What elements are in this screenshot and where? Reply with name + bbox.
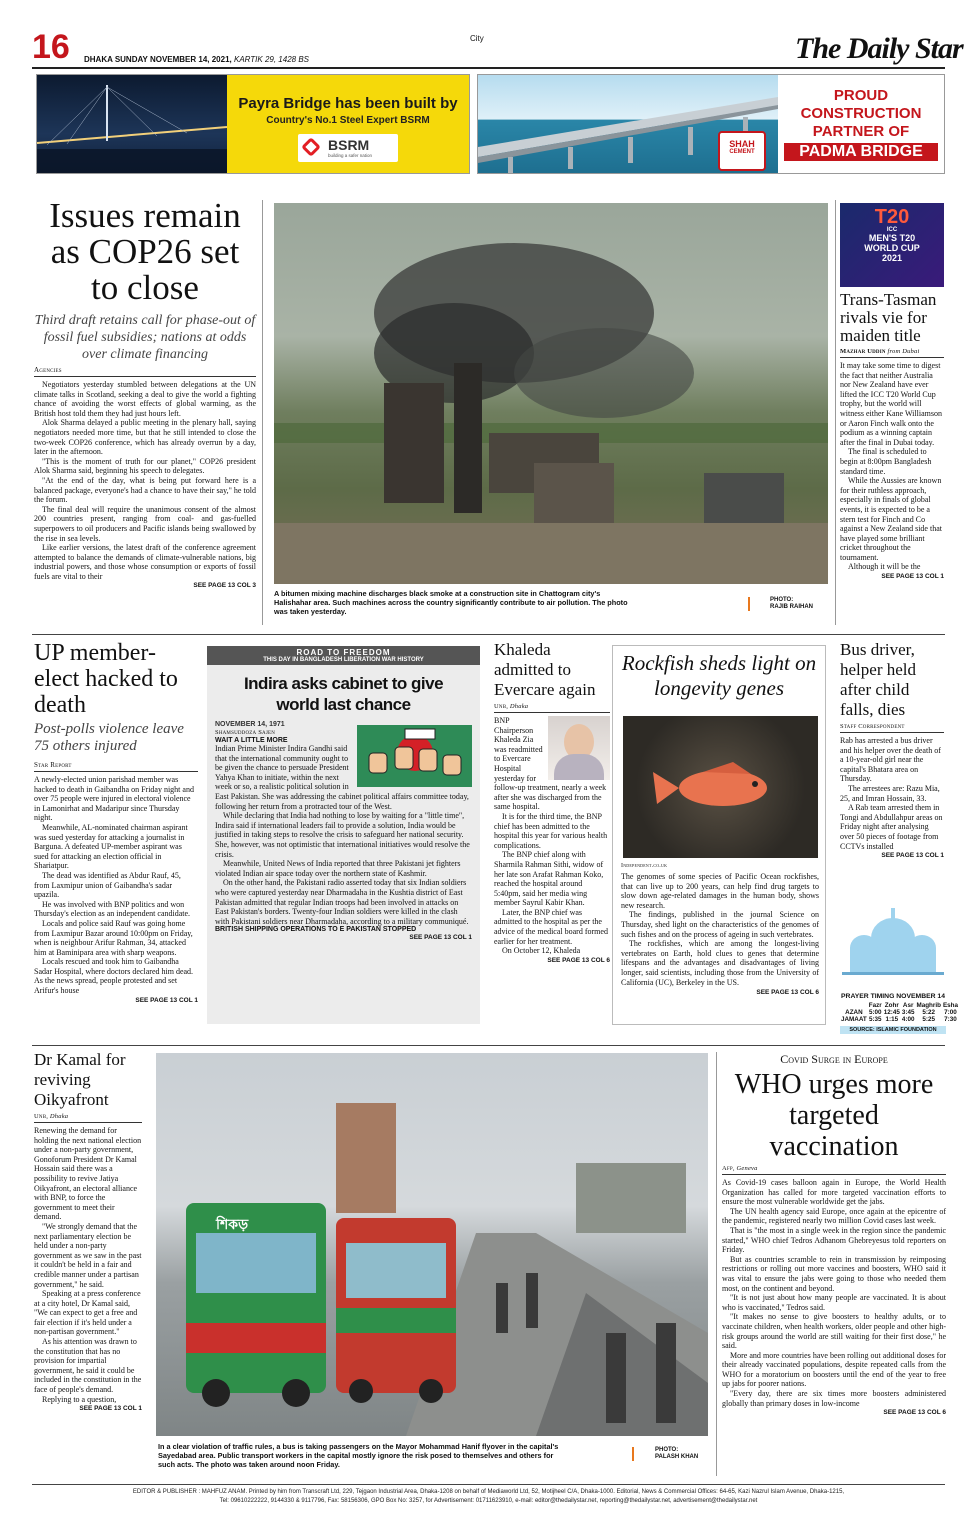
up-member-headline: UP member-elect hacked to death — [34, 640, 178, 718]
who-byline — [722, 1165, 946, 1175]
bus-driver-body — [840, 736, 944, 851]
road-freedom-illustration — [357, 725, 472, 787]
ad-shah-badge — [718, 131, 766, 171]
t20-body — [840, 361, 944, 572]
up-member-body — [34, 775, 198, 996]
dr-kamal-article — [34, 1050, 142, 1478]
rockfish-fish-icon — [623, 716, 818, 858]
prayer-r0c3: 3:45 — [901, 1009, 915, 1016]
bus-driver-p1: Rab has arrested a bus driver and his helper over the death of a 10-year-old girl near the capital's Bhatara area on Thursday. — [840, 736, 941, 784]
who-byline-agency: Afp, — [722, 1165, 735, 1172]
dr-kamal-p5: Replying to a question, — [42, 1394, 117, 1404]
khaleda-shawl — [554, 754, 604, 780]
t20-p3: While the Aussies are known for their ruthless approach, especially in finals of global events, it is expected to be a stern test for Finch and Co against a New Zealand side that have played some brilliant cricket throughout the tournament. — [840, 476, 942, 562]
prayer-source: SOURCE: ISLAMIC FOUNDATION — [840, 1026, 946, 1034]
dr-kamal-byline — [34, 1113, 142, 1123]
khaleda-headline: Khaleda admitted to Evercare again — [494, 640, 596, 699]
ad-bsrm-subline: Country's No.1 Steel Expert BSRM — [266, 115, 430, 126]
ad-shah-text — [778, 87, 944, 161]
who-p8: "Every day, there are six times more boosters administered globally than primary doses in low-income — [722, 1389, 946, 1408]
who-p4: But as countries scramble to rein in transmission by reimposing restrictions or rolling out more vaccines and boosters, WHO said it was vital to ensure the jabs were going to those who needed them most, on the continent and beyond. — [722, 1254, 946, 1293]
bus-driver-article — [840, 640, 944, 895]
prayer-r0c2: 12:45 — [883, 1009, 900, 1016]
who-p6: "It makes no sense to give boosters to healthy adults, or to vaccinate children, when health workers, older people and other high-risk groups around the world are still waiting for their first dose," he said. — [722, 1312, 946, 1351]
rockfish-p1: The genomes of some species of Pacific Ocean rockfishes, that can live up to 200 years, can help find drug targets to slow down age-related damages in the human body, shows new research. — [621, 872, 819, 910]
t20-headline: Trans-Tasman rivals vie for maiden title — [840, 290, 937, 345]
who-article — [722, 1052, 946, 1478]
ad-shah-line3: PARTNER OF — [812, 123, 910, 140]
ad-shah-cement[interactable] — [477, 74, 945, 174]
t20-logo — [840, 203, 944, 287]
khaleda-byline-agency: Unb, — [494, 703, 509, 710]
who-byline-loc: Geneva — [736, 1165, 758, 1172]
up-member-deck: Post-polls violence leave 75 others injured — [34, 721, 184, 754]
dr-kamal-see-page[interactable]: SEE PAGE 13 COL 1 — [79, 1405, 142, 1413]
road-freedom-kicker: ROAD TO FREEDOM — [296, 648, 391, 657]
ad-shah-line1: PROUD — [833, 87, 889, 104]
up-member-p4: He was involved with BNP politics and won Thursday's election as an independent candidate. — [34, 899, 191, 919]
prayer-timing — [840, 900, 959, 1046]
row-rule-2 — [32, 1045, 945, 1046]
footer-line1: EDITOR & PUBLISHER : MAHFUZ ANAM. Printed by him from Transcraft Ltd, 229, Tejgaon Industrial Area, Dhaka-1208 on behalf of Mediaworld Ltd, 52, Motijheel C/A, Dhaka-1000. Editorial, News & Commercial Offices: 64-65, Kazi Nazrul Islam Avenue, Dhaka-1215, — [132, 1489, 845, 1495]
ad-shah-line4: PADMA BRIDGE — [784, 143, 938, 161]
prayer-title: PRAYER TIMING NOVEMBER 14 — [841, 993, 945, 1000]
prayer-row — [840, 1009, 959, 1016]
cop26-article — [34, 198, 256, 626]
dr-kamal-p3: Speaking at a press conference at a city hotel, Dr Kamal said, "We can expect to get a free and fair election if it's held under a non-partisan government." — [34, 1289, 141, 1337]
prayer-h1: Fazr — [868, 1002, 882, 1009]
road-freedom-headline: Indira asks cabinet to give world last chance — [243, 674, 444, 714]
t20-logo-mens: MEN'S T20 — [868, 233, 916, 243]
road-freedom-p3: Meanwhile, United News of India reported that three Pakistani jet fighters violated Indian air space today over the northern state of Kashmir. — [215, 859, 461, 878]
photo-top-credit-label: PHOTO: — [770, 597, 794, 603]
who-p2: The UN health agency said Europe, once again at the epicentre of the pandemic, registered nearly two million Covid cases last week. — [722, 1206, 946, 1226]
ad-bsrm-bridge-image — [37, 75, 227, 173]
who-see-page[interactable]: SEE PAGE 13 COL 6 — [883, 1409, 946, 1417]
bus-driver-p3: A Rab team arrested them in Tongi and Abdullahpur areas on Friday night after analysing over 50 pieces of footage from CCTVs installed — [840, 803, 943, 851]
who-p1: As Covid-19 cases balloon again in Europe, the World Health Organization has called for more targeted vaccination efforts to ensure the most vulnerable worldwide get the jabs. — [722, 1178, 946, 1207]
prayer-r0c5: 7:00 — [944, 1009, 957, 1016]
prayer-r0c4: 5:22 — [922, 1009, 935, 1016]
dr-kamal-byline-agency: Unb, — [34, 1113, 49, 1120]
bus-green — [186, 1203, 326, 1407]
prayer-h5: Esha — [942, 1002, 959, 1009]
up-member-byline: Star Report — [34, 761, 198, 772]
raised-fists-icon — [357, 725, 472, 787]
khaleda-portrait — [548, 716, 610, 780]
photo-top-caption: A bitumen mixing machine discharges black smoke at a construction site in Chattogram city's Halishahar area. Such machines across the country significantly contribute to air pollution. The photo was taken yesterday. — [274, 589, 628, 616]
road-freedom-date: NOVEMBER 14, 1971 — [215, 721, 285, 728]
bus-red — [336, 1218, 456, 1403]
road-freedom-p1: Indian Prime Minister Indira Gandhi said that the international community ought to be given the chance to persuade President Yahya Khan to initiate, within the next week or so, a realistic political solution in East Pakistan. She was addressing the cabinet political affairs committee today, following her return from a protracted tour of the West. — [215, 744, 469, 811]
bus-sign: শিকড় — [216, 1216, 249, 1232]
cop26-p2: Alok Sharma delayed a public meeting in the plenary hall, saying negotiators needed more time, but that he still intended to close the two-week COP26 conference, which has already overrun by a day, later in the afternoon. — [34, 418, 256, 457]
khaleda-byline — [494, 703, 610, 713]
bus-driver-see-page[interactable]: SEE PAGE 13 COL 1 — [881, 852, 944, 860]
ad-shah-brand-top: SHAH — [729, 139, 755, 149]
khaleda-p5: On October 12, Khaleda — [502, 946, 581, 956]
cop26-deck: Third draft retains call for phase-out of fossil fuel subsidies; nations at odds over climate financing — [34, 313, 256, 362]
up-member-article — [34, 640, 198, 1034]
rockfish-article — [612, 645, 826, 1025]
prayer-r0c0: AZAN — [845, 1009, 863, 1016]
photo-top-credit-bar — [748, 597, 750, 611]
bus-driver-byline: Staff Correspondent — [840, 723, 944, 733]
ad-bsrm-panel — [227, 75, 469, 173]
t20-see-page[interactable]: SEE PAGE 13 COL 1 — [881, 573, 944, 581]
t20-byline — [840, 348, 944, 358]
photo-bottom-credit-bar — [632, 1447, 634, 1461]
t20-logo-year: 2021 — [881, 253, 903, 263]
t20-byline-from: from Dubai — [887, 348, 920, 355]
col-divider-1 — [262, 200, 263, 625]
road-freedom-p2: While declaring that India had nothing to lose by waiting for a "little time", Indira said if international leaders fail to provide a solution, India would be justified in taking steps to resolve the crisis to safeguard her national security. She, however, was not optimistic that international initiatives would resolve the crisis. — [215, 811, 470, 859]
who-p5: "It is not just about how many people are vaccinated. It is about who is vaccinated," Tedros said. — [722, 1293, 946, 1312]
khaleda-byline-loc: Dhaka — [509, 703, 529, 710]
up-member-see-page[interactable]: SEE PAGE 13 COL 1 — [135, 996, 198, 1004]
col-divider-3 — [716, 1052, 717, 1476]
road-freedom-see-page[interactable]: SEE PAGE 13 COL 1 — [409, 934, 472, 942]
up-member-p1: A newly-elected union parishad member was hacked to death in Gaibandha on Friday night and over 75 people were injured in electoral violence in Lamonirhat and Madaripur since Thursday night. — [34, 775, 194, 823]
prayer-h4: Maghrib — [916, 1002, 941, 1009]
up-member-p5: Locals and police said Rauf was going home from Laxmipur Bazar around 10:00pm on Friday, when is neighbour Arifur Rahman, 34, attacked him at Baminipara area with sharp weapons. — [34, 918, 193, 957]
masthead: The Daily Star — [795, 32, 963, 65]
rockfish-headline: Rockfish sheds light on longevity genes — [621, 651, 817, 700]
khaleda-p1: BNP Chairperson Khaleda Zia was readmitted to Evercare Hospital yesterday for follow-up treatment, nearly a week after she was discharged from the same hospital. — [494, 716, 607, 812]
ad-bsrm-brand: BSRM — [328, 137, 370, 153]
mosque-icon — [840, 900, 946, 982]
photo-bitumen-smoke — [274, 203, 828, 584]
prayer-r1c1: 5:35 — [868, 1016, 882, 1023]
who-body — [722, 1178, 946, 1408]
ad-shah-brand-bottom: CEMENT — [729, 149, 755, 155]
cop26-body — [34, 380, 256, 581]
cop26-see-page[interactable]: SEE PAGE 13 COL 3 — [193, 582, 256, 590]
ad-bsrm-tagline: building a safer nation — [328, 153, 373, 158]
t20-p1: It may take some time to digest the fact that neither Australia nor New Zealand have ever lifted the ICC T20 World Cup trophy, but the world will witness either Kane Williamson or Aaron Finch walk onto the podium as a winning captain after the final in Dubai today. — [840, 361, 942, 447]
rockfish-p2: The findings, published in the journal Science on Thursday, shed light on the characteristics of the genomes of such fishes and on the process of ageing in such vertebrates. — [621, 910, 819, 939]
prayer-r1c2: 1:15 — [885, 1016, 899, 1023]
bus-driver-p2: The arrestees are: Razu Mia, 25, and Imran Hossain, 33. — [840, 783, 940, 803]
section-label: City — [470, 34, 484, 43]
dr-kamal-p2: "We strongly demand that the next parliamentary election be held under a non-party government as we saw in the past it couldn't be held in a fair and credible manner under a partisan government," he said. — [34, 1221, 142, 1289]
who-headline: WHO urges more targeted vaccination — [734, 1069, 934, 1162]
prayer-h0 — [840, 1002, 868, 1009]
t20-article — [840, 291, 944, 626]
prayer-r1c0: JAMAAT — [841, 1016, 867, 1023]
khaleda-see-page[interactable]: SEE PAGE 13 COL 6 — [547, 956, 610, 964]
ad-shah-line2: CONSTRUCTION — [800, 105, 922, 122]
dateline-bs: KARTIK 29, 1428 BS — [233, 55, 309, 64]
who-p7: More and more countries have been rolling out additional doses for their already vaccinated populations, despite repeated calls from the WHO for a moratorium on boosters until the end of the year to free up jabs for poorer nations. — [722, 1350, 946, 1389]
dateline-date: DHAKA SUNDAY NOVEMBER 14, 2021, — [84, 55, 232, 64]
road-freedom-subhead2: BRITISH SHIPPING OPERATIONS TO E PAKISTAN STOPPED — [215, 926, 417, 934]
col-divider-2 — [835, 200, 836, 625]
footer-rule — [32, 1484, 945, 1485]
t20-logo-mark: T20 — [874, 206, 910, 228]
page-number: 16 — [32, 28, 70, 66]
bsrm-mark-icon — [301, 137, 321, 157]
t20-logo-icc: ICC — [886, 227, 898, 233]
who-kicker: Covid Surge in Europe — [780, 1052, 888, 1066]
photo-bottom-credit-name: PALASH KHAN — [655, 1454, 699, 1460]
photo-top-credit — [770, 597, 813, 611]
dr-kamal-headline: Dr Kamal for reviving Oikyafront — [34, 1050, 126, 1109]
header-rule — [32, 67, 945, 69]
dr-kamal-p4: As his attention was drawn to the constitution that has no provision for impartial government, he said it could be included in the constitution in the face of people's demand. — [34, 1337, 142, 1395]
ad-bsrm-logo — [298, 134, 398, 162]
prayer-table — [840, 1002, 959, 1023]
khaleda-p2: It is for the third time, the BNP chief has been admitted to the hospital this year for various health complications. — [494, 811, 608, 850]
prayer-r1c3: 4:00 — [901, 1016, 915, 1023]
photo-bottom-credit-label: PHOTO: — [655, 1447, 679, 1453]
prayer-row — [840, 1016, 959, 1023]
dateline — [84, 55, 309, 64]
road-freedom-p4: On the other hand, the Pakistani radio asserted today that six Indian soldiers who were captured yesterday near Dharmadaha in the Kushtia district of East Pakistan admitted that regular Indian troops had been involved in attacks on East Pakistan's borders. Twenty-four Indian soldiers were killed in the clash with Pakistani soldiers near Dharmadaha, according to a military communiqué. — [215, 878, 469, 926]
up-member-p2: Meanwhile, AL-nominated chairman aspirant was sued yesterday for attacking a journalist in Barguna. A defeated UP-member aspirant was sued for attacking an election official in Shariatpur. — [34, 822, 188, 871]
prayer-header-row — [840, 1002, 959, 1009]
dr-kamal-body — [34, 1126, 142, 1404]
prayer-r1c4: 5:25 — [922, 1016, 935, 1023]
up-member-p6: Locals rescued and took him to Gaibandha Sadar Hospital, where doctors declared him dead. As the news spread, people protested and set Arifur's house — [34, 957, 194, 996]
road-freedom-header — [207, 646, 480, 665]
t20-p2: The final is scheduled to begin at 8:00pm Bangladesh standard time. — [840, 447, 932, 476]
photo-flyover-bus — [156, 1053, 708, 1436]
prayer-h3: Asr — [902, 1002, 914, 1009]
prayer-r0c1: 5:00 — [868, 1009, 882, 1016]
rockfish-see-page[interactable]: SEE PAGE 13 COL 6 — [756, 989, 819, 997]
cop26-headline: Issues remain as COP26 set to close — [49, 196, 241, 307]
up-member-p3: The dead was identified as Abdur Rauf, 45, from Laxmipur union of Gaibandha's sadar upazila. — [34, 870, 181, 900]
ad-bsrm[interactable] — [36, 74, 470, 174]
dr-kamal-p1: Renewing the demand for holding the next national election under a non-party government, Gonoforum President Dr Kamal Hossain said there was a possibility to revive Jatiya Oikyafront, an electoral alliance with BNP, to force the government to meet their demand. — [34, 1126, 142, 1222]
prayer-h2: Zohr — [884, 1002, 899, 1009]
cop26-p5: The final deal will require the unanimous consent of the almost 200 countries present, ranging from coal- and gas-fuelled superpowers to oil producers and Pacific islands being swallowed by the rise in sea levels. — [34, 504, 256, 543]
photo-bottom-credit — [655, 1447, 698, 1461]
rockfish-p3: The rockfishes, which are among the longest-living vertebrates on Earth, hold clues to genes that determine lifespans and the advantages and disadvantages of living longer, said scientists, including those from the University of California (UC), Berkeley in the US. — [621, 939, 819, 987]
rockfish-byline: Independent.co.uk — [621, 863, 668, 869]
khaleda-p3: The BNP chief along with Sharmila Rahman Sithi, widow of her late son Arafat Rahman Koko, reached the hospital around 5:40pm, said her media wing member Sayrul Kabir Khan. — [494, 850, 604, 908]
rockfish-body — [621, 872, 819, 998]
cop26-p6: Like earlier versions, the latest draft of the conference agreement attempted to balance the demands of climate-vulnerable nations, big industrial powers, and those whose consumption or exports of fossil fuels are vital to their — [34, 543, 256, 581]
khaleda-article — [494, 640, 610, 1034]
who-p3: That is "the most in a single week in the region since the pandemic started," WHO chief Tedros Adhanom Ghebreyesus told reporters on Friday. — [722, 1225, 946, 1255]
t20-logo-wc: WORLD CUP — [864, 243, 920, 253]
footer-imprint — [32, 1488, 945, 1506]
cop26-p3: "This is the moment of truth for our planet," COP26 president Alok Sharma said, beginning his speech to delegates. — [34, 456, 256, 476]
t20-byline-name: Mazhar Uddin — [840, 348, 886, 355]
road-freedom-subhead: WAIT A LITTLE MORE — [215, 737, 288, 744]
t20-p4: Although it will be the — [848, 562, 921, 572]
dr-kamal-byline-loc: Dhaka — [49, 1113, 69, 1120]
road-freedom-box — [207, 646, 480, 1024]
road-freedom-byline: Shamsuddoza Sajen — [215, 729, 276, 736]
rockfish-photo — [623, 716, 818, 858]
road-freedom-subkicker: THIS DAY IN BANGLADESH LIBERATION WAR HISTORY — [263, 657, 424, 663]
row-rule-1 — [32, 634, 945, 635]
bus-driver-headline: Bus driver, helper held after child falls, dies — [840, 640, 916, 719]
ad-bsrm-headline: Payra Bridge has been built by — [238, 95, 458, 112]
prayer-r1c5: 7:30 — [944, 1016, 957, 1023]
photo-top-credit-name: RAJIB RAIHAN — [770, 604, 814, 610]
cop26-p4: "At the end of the day, what is being put forward here is a balanced package, everyone's had a chance to have their say," he told the forum. — [34, 475, 256, 505]
photo-bottom-caption: In a clear violation of traffic rules, a bus is taking passengers on the Mayor Mohammad Hanif flyover in the capital's Sayedabad area. Public transport workers in the capital mostly ignore the risk posed to themselves and others for such acts. The photo was taken around noon Friday. — [158, 1442, 559, 1469]
cop26-p1: Negotiators yesterday stumbled between delegations at the UN climate talks in Scotland, seeking a deal to give the world a fighting chance of avoiding the worst effects of global warming, as the British host told them they had just hours left. — [34, 380, 256, 418]
cop26-byline: Agencies — [34, 366, 256, 377]
khaleda-p4: Later, the BNP chief was admitted to the hospital as per the advice of the medical board formed earlier for her treatment. — [494, 907, 608, 946]
footer-line2: Tel: 09610222222, 9144330 & 9117796, Fax: 58156306, GPO Box No: 3257, for Advertisement: 01711623910, e-mail: editor@thedailystar.net, reporting@thedailystar.net, advertisement@thedailystar.net — [219, 1498, 758, 1504]
